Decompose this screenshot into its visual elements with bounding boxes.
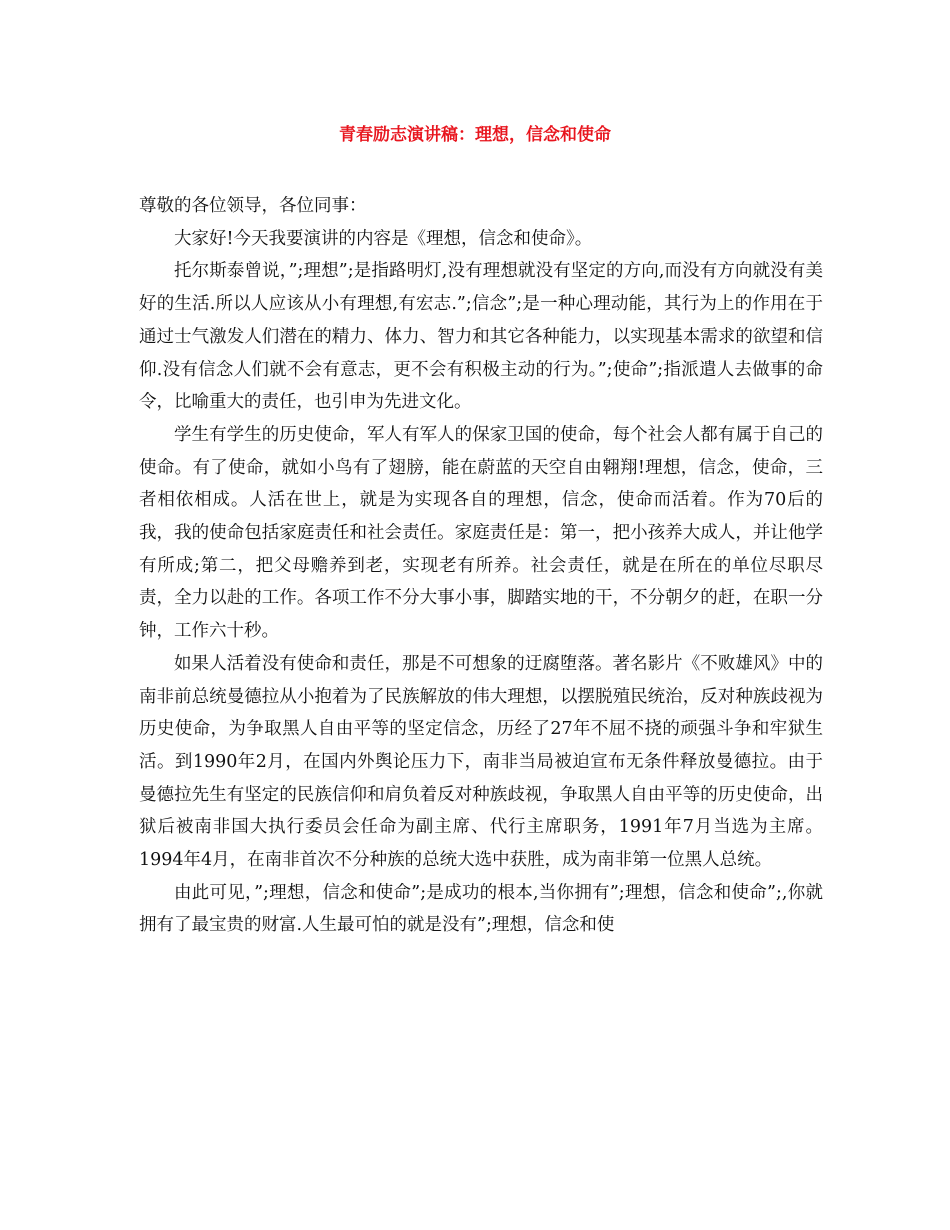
paragraph-personal-mission: 学生有学生的历史使命，军人有军人的保家卫国的使命，每个社会人都有属于自己的使命。有了使命，就如小鸟有了翅膀，能在蔚蓝的天空自由翱翔!理想，信念，使命，三者相依相成。人活在世上，就是为实现各自的理想，信念，使命而活着。作为70后的我，我的使命包括家庭责任和社会责任。家庭责任是：第一，把小孩养大成人，并让他学有所成;第二，把父母赡养到老，实现老有所养。社会责任，就是在所在的单位尽职尽责，全力以赴的工作。各项工作不分大事小事，脚踏实地的干，不分朝夕的赶，在职一分钟，工作六十秒。 [139,424,823,642]
document-title: 青春励志演讲稿：理想，信念和使命 [339,125,611,145]
paragraph-conclusion: 由此可见，”;理想，信念和使命”;是成功的根本,当你拥有”;理想，信念和使命”;,你就拥有了最宝贵的财富.人生最可怕的就是没有”;理想，信念和使 [139,882,823,936]
paragraph-definitions: 托尔斯泰曾说，”;理想”;是指路明灯,没有理想就没有坚定的方向,而没有方向就没有美好的生活.所以人应该从小有理想,有宏志.”;信念”;是一种心理动能，其行为上的作用在于通过士气激发人们潜在的精力、体力、智力和其它各种能力，以实现基本需求的欲望和信仰.没有信念人们就不会有意志，更不会有积极主动的行为。”;使命”;指派遣人去做事的命令，比喻重大的责任，也引申为先进文化。 [139,261,823,413]
salutation: 尊敬的各位领导，各位同事： [139,196,367,216]
paragraph-mandela: 如果人活着没有使命和责任，那是不可想象的迂腐堕落。著名影片《不败雄风》中的南非前总统曼德拉从小抱着为了民族解放的伟大理想，以摆脱殖民统治，反对种族歧视为历史使命，为争取黑人自由平等的坚定信念，历经了27年不屈不挠的顽强斗争和牢狱生活。到1990年2月，在国内外舆论压力下，南非当局被迫宣布无条件释放曼德拉。由于曼德拉先生有坚定的民族信仰和肩负着反对种族歧视，争取黑人自由平等的历史使命，出狱后被南非国大执行委员会任命为副主席、代行主席职务，1991年7月当选为主席。1994年4月，在南非首次不分种族的总统大选中获胜，成为南非第一位黑人总统。 [139,653,823,871]
document-body [139,190,823,942]
paragraph-greeting: 大家好!今天我要演讲的内容是《理想，信念和使命》。 [174,228,593,249]
